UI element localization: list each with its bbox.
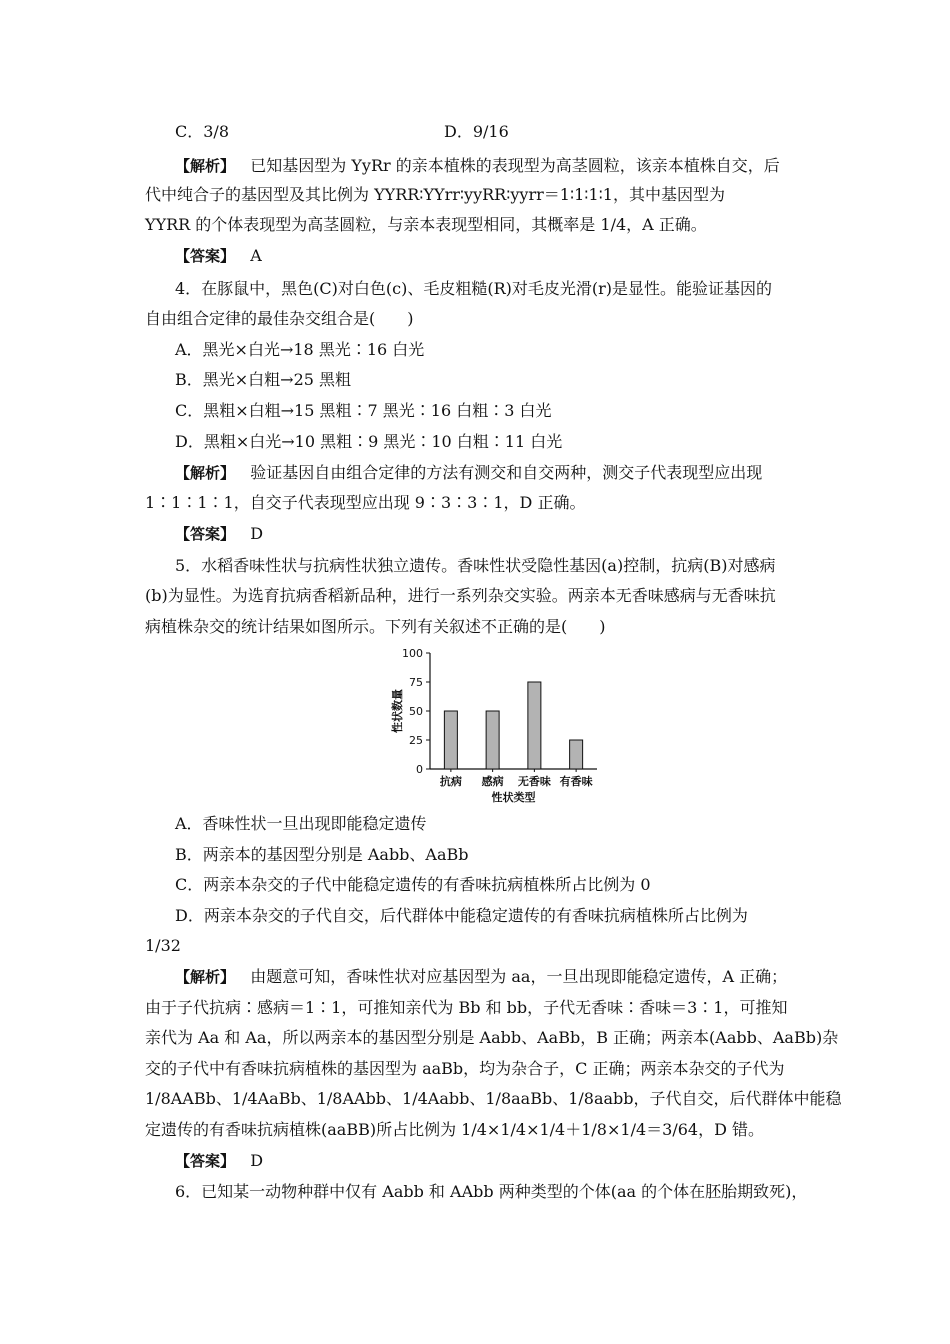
analysis-text: YYRR 的个体表现型为高茎圆粒，与亲本表现型相同，其概率是 1/4，A 正确。 bbox=[145, 215, 707, 234]
answer-line bbox=[175, 246, 262, 266]
option-a: A．香味性状一旦出现即能稳定遗传 bbox=[175, 814, 427, 833]
answer-value: D bbox=[250, 1151, 264, 1170]
question-stem: (b)为显性。为选育抗病香稻新品种，进行一系列杂交实验。两亲本无香味感病与无香味抗 bbox=[145, 586, 776, 605]
analysis-tag: 【解析】 bbox=[175, 157, 236, 175]
option-b: B．黑光×白粗→25 黑粗 bbox=[175, 370, 352, 389]
analysis-line bbox=[175, 156, 780, 176]
y-tick-label: 75 bbox=[409, 676, 423, 689]
y-tick-label: 25 bbox=[409, 734, 423, 747]
analysis-text: 由于子代抗病∶感病＝1∶1，可推知亲代为 Bb 和 bb，子代无香味∶香味＝3∶1，可推知 bbox=[145, 998, 788, 1017]
option-d-cont: 1/32 bbox=[145, 936, 181, 955]
y-tick-label: 0 bbox=[416, 763, 423, 776]
analysis-text: 1∶1∶1∶1，自交子代表现型应出现 9∶3∶3∶1，D 正确。 bbox=[145, 493, 586, 512]
x-axis-title: 性状类型 bbox=[491, 791, 536, 804]
question-stem: 5．水稻香味性状与抗病性状独立遗传。香味性状受隐性基因(a)控制，抗病(B)对感病 bbox=[175, 556, 776, 575]
analysis-text: 亲代为 Aa 和 Aa，所以两亲本的基因型分别是 Aabb、AaBb，B 正确；两亲本(Aabb、AaBb)杂 bbox=[145, 1028, 839, 1047]
analysis-text: 由题意可知，香味性状对应基因型为 aa，一旦出现即能稳定遗传，A 正确； bbox=[250, 967, 788, 986]
answer-tag: 【答案】 bbox=[175, 247, 236, 265]
answer-line bbox=[175, 1151, 263, 1171]
x-tick-label: 抗病 bbox=[439, 775, 462, 788]
analysis-line bbox=[175, 463, 762, 483]
option-c: C．两亲本杂交的子代中能稳定遗传的有香味抗病植株所占比例为 0 bbox=[175, 875, 651, 894]
option-c: C．黑粗×白粗→15 黑粗∶7 黑光∶16 白粗∶3 白光 bbox=[175, 401, 552, 420]
analysis-text: 定遗传的有香味抗病植株(aaBB)所占比例为 1/4×1/4×1/4＋1/8×1/4＝3/64，D 错。 bbox=[145, 1120, 764, 1139]
analysis-text: 已知基因型为 YyRr 的亲本植株的表现型为高茎圆粒，该亲本植株自交，后 bbox=[250, 156, 780, 175]
y-axis-title: 性状数量 bbox=[391, 689, 404, 733]
analysis-line bbox=[175, 967, 787, 987]
y-tick-label: 50 bbox=[409, 705, 423, 718]
answer-value: D bbox=[250, 524, 264, 543]
answer-line bbox=[175, 524, 263, 544]
question-stem: 自由组合定律的最佳杂交组合是( ) bbox=[145, 309, 414, 328]
bar bbox=[486, 711, 499, 769]
analysis-tag: 【解析】 bbox=[175, 968, 236, 986]
question-stem: 病植株杂交的统计结果如图所示。下列有关叙述不正确的是( ) bbox=[145, 617, 606, 636]
option-d: D．9/16 bbox=[444, 122, 509, 141]
option-b: B．两亲本的基因型分别是 Aabb、AaBb bbox=[175, 845, 469, 864]
option-d: D．黑粗×白光→10 黑粗∶9 黑光∶10 白粗∶11 白光 bbox=[175, 432, 563, 451]
x-tick-label: 无香味 bbox=[517, 775, 551, 788]
analysis-text: 交的子代中有香味抗病植株的基因型为 aaBb，均为杂合子，C 正确；两亲本杂交的子代为 bbox=[145, 1059, 785, 1078]
bar bbox=[444, 711, 457, 769]
answer-tag: 【答案】 bbox=[175, 1152, 236, 1170]
question-stem: 4．在豚鼠中，黑色(C)对白色(c)、毛皮粗糙(R)对毛皮光滑(r)是显性。能验证基因的 bbox=[175, 279, 773, 298]
analysis-tag: 【解析】 bbox=[175, 464, 236, 482]
analysis-text: 代中纯合子的基因型及其比例为 YYRR∶YYrr∶yyRR∶yyrr＝1∶1∶1∶1，其中基因型为 bbox=[145, 185, 725, 204]
x-tick-label: 感病 bbox=[481, 775, 504, 788]
option-c: C．3/8 bbox=[175, 122, 229, 141]
x-tick-label: 有香味 bbox=[559, 775, 593, 788]
bar-chart-svg bbox=[385, 646, 600, 806]
bar bbox=[528, 682, 541, 769]
bar-chart bbox=[385, 646, 600, 806]
analysis-text: 验证基因自由组合定律的方法有测交和自交两种，测交子代表现型应出现 bbox=[250, 463, 763, 482]
y-tick-label: 100 bbox=[402, 647, 423, 660]
bar bbox=[570, 740, 583, 769]
analysis-text: 1/8AABb、1/4AaBb、1/8AAbb、1/4Aabb、1/8aaBb、1/8aabb，子代自交，后代群体中能稳 bbox=[145, 1089, 842, 1108]
answer-value: A bbox=[250, 246, 262, 265]
question-stem: 6．已知某一动物种群中仅有 Aabb 和 AAbb 两种类型的个体(aa 的个体在胚胎期致死)， bbox=[175, 1182, 808, 1201]
option-d: D．两亲本杂交的子代自交，后代群体中能稳定遗传的有香味抗病植株所占比例为 bbox=[175, 906, 748, 925]
answer-tag: 【答案】 bbox=[175, 525, 236, 543]
option-a: A．黑光×白光→18 黑光∶16 白光 bbox=[175, 340, 425, 359]
